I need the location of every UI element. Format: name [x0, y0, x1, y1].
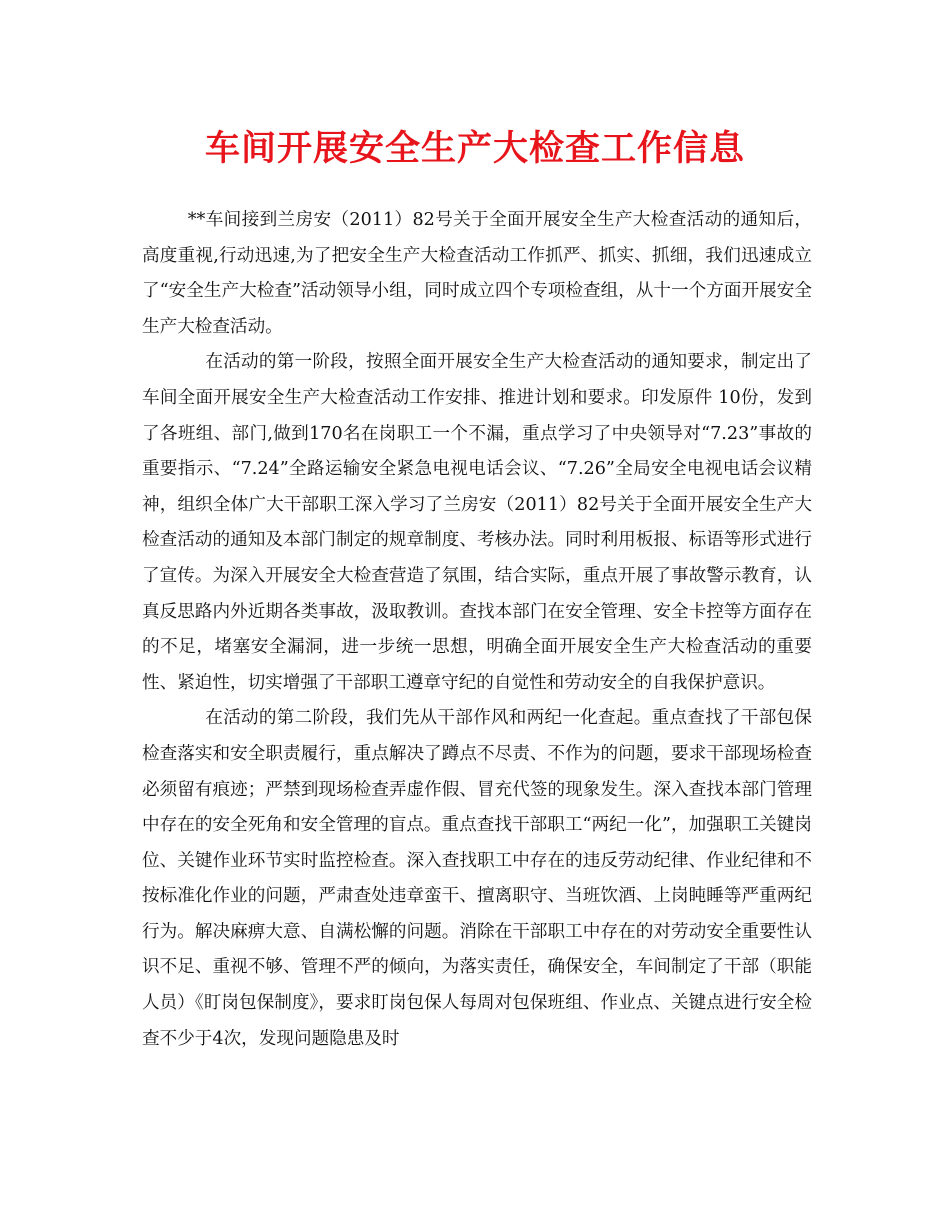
- paragraph-2: 在活动的第一阶段，按照全面开展安全生产大检查活动的通知要求，制定出了车间全面开展安全生产大检查活动工作安排、推进计划和要求。印发原件 10份，发到了各班组、部门,做到170名在岗职工一个不漏，重点学习了中央领导对“7.23”事故的重要指示、“7.24”全路运输安全紧急电视电话会议、“7.26”全局安全电视电话会议精神，组织全体广大干部职工深入学习了兰房安（2011）82号关于全面开展安全生产大检查活动的通知及本部门制定的规章制度、考核办法。同时利用板报、标语等形式进行了宣传。为深入开展安全大检查营造了氛围，结合实际，重点开展了事故警示教育，认真反思路内外近期各类事故，汲取教训。查找本部门在安全管理、安全卡控等方面存在的不足，堵塞安全漏洞，进一步统一思想，明确全面开展安全生产大检查活动的重要性、紧迫性，切实增强了干部职工遵章守纪的自觉性和劳动安全的自我保护意识。: [142, 352, 812, 693]
- paragraph-3: 在活动的第二阶段，我们先从干部作风和两纪一化查起。重点查找了干部包保检查落实和安全职责履行，重点解决了蹲点不尽责、不作为的问题，要求干部现场检查必须留有痕迹；严禁到现场检查弄虚作假、冒充代签的现象发生。深入查找本部门管理中存在的安全死角和安全管理的盲点。重点查找干部职工“两纪一化”，加强职工关键岗位、关键作业环节实时监控检查。深入查找职工中存在的违反劳动纪律、作业纪律和不按标准化作业的问题，严肃查处违章蛮干、擅离职守、当班饮酒、上岗盹睡等严重两纪行为。解决麻痹大意、自满松懈的问题。消除在干部职工中存在的对劳动安全重要性认识不足、重视不够、管理不严的倾向，为落实责任，确保安全，车间制定了干部（职能人员）《盯岗包保制度》，要求盯岗包保人每周对包保班组、作业点、关键点进行安全检查不少于4次，发现问题隐患及时: [142, 708, 812, 1049]
- paragraph-1: **车间接到兰房安（2011）82号关于全面开展安全生产大检查活动的通知后，高度重视,行动迅速,为了把安全生产大检查活动工作抓严、抓实、抓细，我们迅速成立了“安全生产大检查”活动领导小组，同时成立四个专项检查组，从十一个方面开展安全生产大检查活动。: [142, 210, 812, 337]
- document-body: [142, 203, 812, 1057]
- document-title: 车间开展安全生产大检查工作信息: [204, 129, 745, 169]
